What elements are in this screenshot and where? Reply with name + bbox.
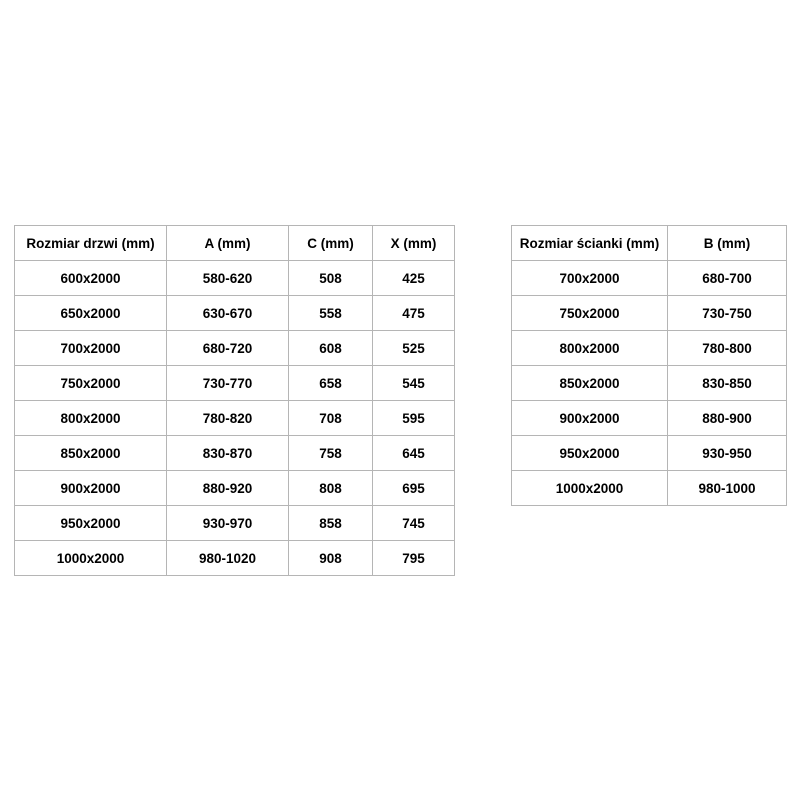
table-row [512,296,787,331]
cell-b: 980-1000 [668,471,787,506]
cell-c: 708 [289,401,373,436]
table-row [15,541,455,576]
wall-size-table-wrapper [511,225,786,506]
cell-wall-size: 850x2000 [512,366,668,401]
doors-size-table [14,225,455,576]
column-header-door-size: Rozmiar drzwi (mm) [15,226,167,261]
cell-c: 908 [289,541,373,576]
column-header-a: A (mm) [167,226,289,261]
column-header-b: B (mm) [668,226,787,261]
wall-size-table-head [512,226,787,261]
cell-x: 425 [373,261,455,296]
cell-x: 595 [373,401,455,436]
column-header-c: C (mm) [289,226,373,261]
cell-wall-size: 900x2000 [512,401,668,436]
cell-a: 980-1020 [167,541,289,576]
cell-x: 795 [373,541,455,576]
table-row [512,436,787,471]
doors-size-table-wrapper [14,225,454,576]
table-row [15,366,455,401]
cell-b: 780-800 [668,331,787,366]
cell-a: 930-970 [167,506,289,541]
cell-a: 680-720 [167,331,289,366]
cell-wall-size: 950x2000 [512,436,668,471]
table-header-row [512,226,787,261]
table-row [15,471,455,506]
table-row [15,401,455,436]
cell-door-size: 600x2000 [15,261,167,296]
cell-door-size: 750x2000 [15,366,167,401]
cell-a: 880-920 [167,471,289,506]
cell-door-size: 1000x2000 [15,541,167,576]
cell-door-size: 800x2000 [15,401,167,436]
cell-door-size: 650x2000 [15,296,167,331]
column-header-x: X (mm) [373,226,455,261]
cell-wall-size: 800x2000 [512,331,668,366]
cell-c: 558 [289,296,373,331]
cell-c: 608 [289,331,373,366]
tables-container [0,225,800,576]
table-row [15,506,455,541]
table-row [15,436,455,471]
doors-size-table-body [15,261,455,576]
cell-a: 780-820 [167,401,289,436]
cell-x: 545 [373,366,455,401]
table-row [512,331,787,366]
cell-c: 658 [289,366,373,401]
table-row [15,331,455,366]
table-row [512,261,787,296]
cell-x: 475 [373,296,455,331]
cell-a: 830-870 [167,436,289,471]
cell-c: 858 [289,506,373,541]
table-row [512,471,787,506]
cell-x: 645 [373,436,455,471]
cell-door-size: 850x2000 [15,436,167,471]
table-row [15,296,455,331]
table-row [512,366,787,401]
table-row [512,401,787,436]
cell-x: 525 [373,331,455,366]
cell-door-size: 700x2000 [15,331,167,366]
cell-c: 758 [289,436,373,471]
cell-a: 580-620 [167,261,289,296]
cell-b: 730-750 [668,296,787,331]
cell-door-size: 950x2000 [15,506,167,541]
cell-a: 730-770 [167,366,289,401]
table-header-row [15,226,455,261]
cell-b: 680-700 [668,261,787,296]
wall-size-table-body [512,261,787,506]
cell-b: 930-950 [668,436,787,471]
table-row [15,261,455,296]
doors-size-table-head [15,226,455,261]
cell-wall-size: 1000x2000 [512,471,668,506]
wall-size-table [511,225,787,506]
cell-x: 695 [373,471,455,506]
cell-door-size: 900x2000 [15,471,167,506]
column-header-wall-size: Rozmiar ścianki (mm) [512,226,668,261]
cell-b: 880-900 [668,401,787,436]
cell-wall-size: 700x2000 [512,261,668,296]
cell-c: 808 [289,471,373,506]
cell-wall-size: 750x2000 [512,296,668,331]
cell-x: 745 [373,506,455,541]
cell-a: 630-670 [167,296,289,331]
cell-b: 830-850 [668,366,787,401]
cell-c: 508 [289,261,373,296]
